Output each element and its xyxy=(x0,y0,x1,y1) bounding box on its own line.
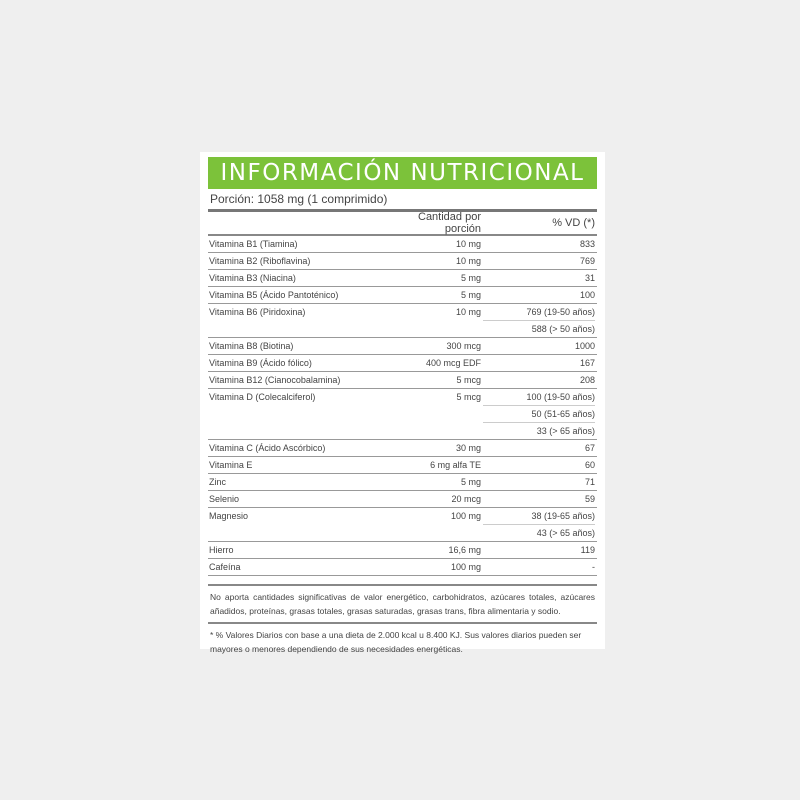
nutrient-amount: 100 mg xyxy=(450,562,481,572)
table-header xyxy=(208,212,597,236)
nutrient-vd xyxy=(483,236,597,252)
vd-value: 833 xyxy=(579,239,595,249)
vd-value: 100 xyxy=(579,290,595,300)
nutrient-name: Vitamina B2 (Riboflavina) xyxy=(209,256,311,266)
nutrient-name: Cafeína xyxy=(209,562,241,572)
nutrient-name: Zinc xyxy=(209,477,227,487)
nutrient-vd xyxy=(483,491,597,507)
nutrient-amount: 5 mcg xyxy=(456,375,481,385)
vd-value: 31 xyxy=(584,273,595,283)
nutrient-name: Vitamina B9 (Ácido fólico) xyxy=(209,358,312,368)
nutrient-amount: 10 mg xyxy=(455,307,481,317)
vd-value: 119 xyxy=(580,545,595,555)
nutrient-vd xyxy=(483,474,597,490)
vd-value: 59 xyxy=(584,494,595,504)
nutrient-vd xyxy=(483,508,597,541)
nutrient-name: Vitamina B1 (Tiamina) xyxy=(209,239,298,249)
nutrient-amount: 300 mcg xyxy=(446,341,481,351)
nutrient-vd xyxy=(483,338,597,354)
nutrient-vd xyxy=(483,559,597,575)
vd-value: 167 xyxy=(579,358,595,368)
vd-value: 71 xyxy=(584,477,595,487)
table-row xyxy=(208,491,597,508)
vd-value: - xyxy=(592,562,595,572)
nutrient-name: Vitamina C (Ácido Ascórbico) xyxy=(209,443,326,453)
table-row xyxy=(208,440,597,457)
vd-value: 50 (51-65 años) xyxy=(483,406,595,423)
nutrient-amount: 30 mg xyxy=(455,443,481,453)
table-row xyxy=(208,253,597,270)
table-row xyxy=(208,542,597,559)
vd-value: 100 (19-50 años) xyxy=(483,389,595,406)
nutrient-amount: 16,6 mg xyxy=(448,545,481,555)
nutrient-amount: 5 mcg xyxy=(456,392,481,402)
daily-value-footnote: * % Valores Diarios con base a una dieta de 2.000 kcal u 8.400 KJ. Sus valores diarios pueden ser mayores o menores dependiendo de sus necesidades energéticas. xyxy=(210,630,582,654)
table-row xyxy=(208,389,597,440)
vd-value: 43 (> 65 años) xyxy=(536,528,595,538)
nutrient-name: Magnesio xyxy=(209,511,249,521)
table-row xyxy=(208,236,597,253)
vd-value: 33 (> 65 años) xyxy=(536,426,595,436)
nutrient-vd xyxy=(483,270,597,286)
nutrient-amount: 10 mg xyxy=(455,239,481,249)
vd-value: 588 (> 50 años) xyxy=(531,324,595,334)
nutrient-amount: 10 mg xyxy=(455,256,481,266)
nutrient-name: Vitamina B3 (Niacina) xyxy=(209,273,296,283)
table-row xyxy=(208,355,597,372)
table-row xyxy=(208,372,597,389)
nutrient-vd xyxy=(483,355,597,371)
table-row xyxy=(208,457,597,474)
nutrient-amount: 5 mg xyxy=(460,477,481,487)
nutrient-vd xyxy=(483,389,597,439)
nutrient-vd xyxy=(483,372,597,388)
nutrient-amount: 20 mcg xyxy=(451,494,481,504)
nutrient-amount: 5 mg xyxy=(460,273,481,283)
nutrient-amount: 6 mg alfa TE xyxy=(430,460,481,470)
vd-value: 38 (19-65 años) xyxy=(483,508,595,525)
nutrient-amount: 5 mg xyxy=(460,290,481,300)
vd-value: 769 (19-50 años) xyxy=(483,304,595,321)
nutrient-vd xyxy=(483,253,597,269)
table-row xyxy=(208,304,597,338)
nutrient-name: Vitamina B8 (Biotina) xyxy=(209,341,294,351)
table-row xyxy=(208,338,597,355)
table-row xyxy=(208,287,597,304)
header-amount: Cantidad por porción xyxy=(418,211,481,235)
nutrient-vd xyxy=(483,542,597,558)
header-vd: % VD (*) xyxy=(552,217,595,229)
nutrient-name: Vitamina D (Colecalciferol) xyxy=(209,392,316,402)
nutrient-name: Vitamina B6 (Piridoxina) xyxy=(209,307,306,317)
table-row xyxy=(208,474,597,491)
vd-value: 67 xyxy=(584,443,595,453)
vd-value: 769 xyxy=(579,256,595,266)
table-row xyxy=(208,270,597,287)
nutrient-name: Vitamina B12 (Cianocobalamina) xyxy=(209,375,341,385)
nutrient-name: Hierro xyxy=(209,545,234,555)
nutrient-table xyxy=(208,236,597,576)
table-row xyxy=(208,559,597,576)
disclaimer-note: No aporta cantidades significativas de valor energético, carbohidratos, azúcares totales, azúcares añadidos, proteínas, grasas totales, grasas saturadas, grasas trans, fibra alimentaria y sodio. xyxy=(208,584,597,624)
vd-value: 208 xyxy=(579,375,595,385)
nutrient-vd xyxy=(483,287,597,303)
vd-value: 60 xyxy=(584,460,595,470)
nutrient-vd xyxy=(483,304,597,337)
nutrient-amount: 100 mg xyxy=(450,511,481,521)
vd-value: 1000 xyxy=(574,341,595,351)
nutrient-amount: 400 mcg EDF xyxy=(425,358,481,368)
nutrient-name: Vitamina E xyxy=(209,460,253,470)
nutrient-vd xyxy=(483,457,597,473)
nutrient-vd xyxy=(483,440,597,456)
nutrient-name: Vitamina B5 (Ácido Pantoténico) xyxy=(209,290,339,300)
table-row xyxy=(208,508,597,542)
nutrient-name: Selenio xyxy=(209,494,240,504)
portion-size: Porción: 1058 mg (1 comprimido) xyxy=(208,189,597,212)
nutrition-title: INFORMACIÓN NUTRICIONAL xyxy=(208,157,597,189)
nutrition-label xyxy=(200,152,605,654)
